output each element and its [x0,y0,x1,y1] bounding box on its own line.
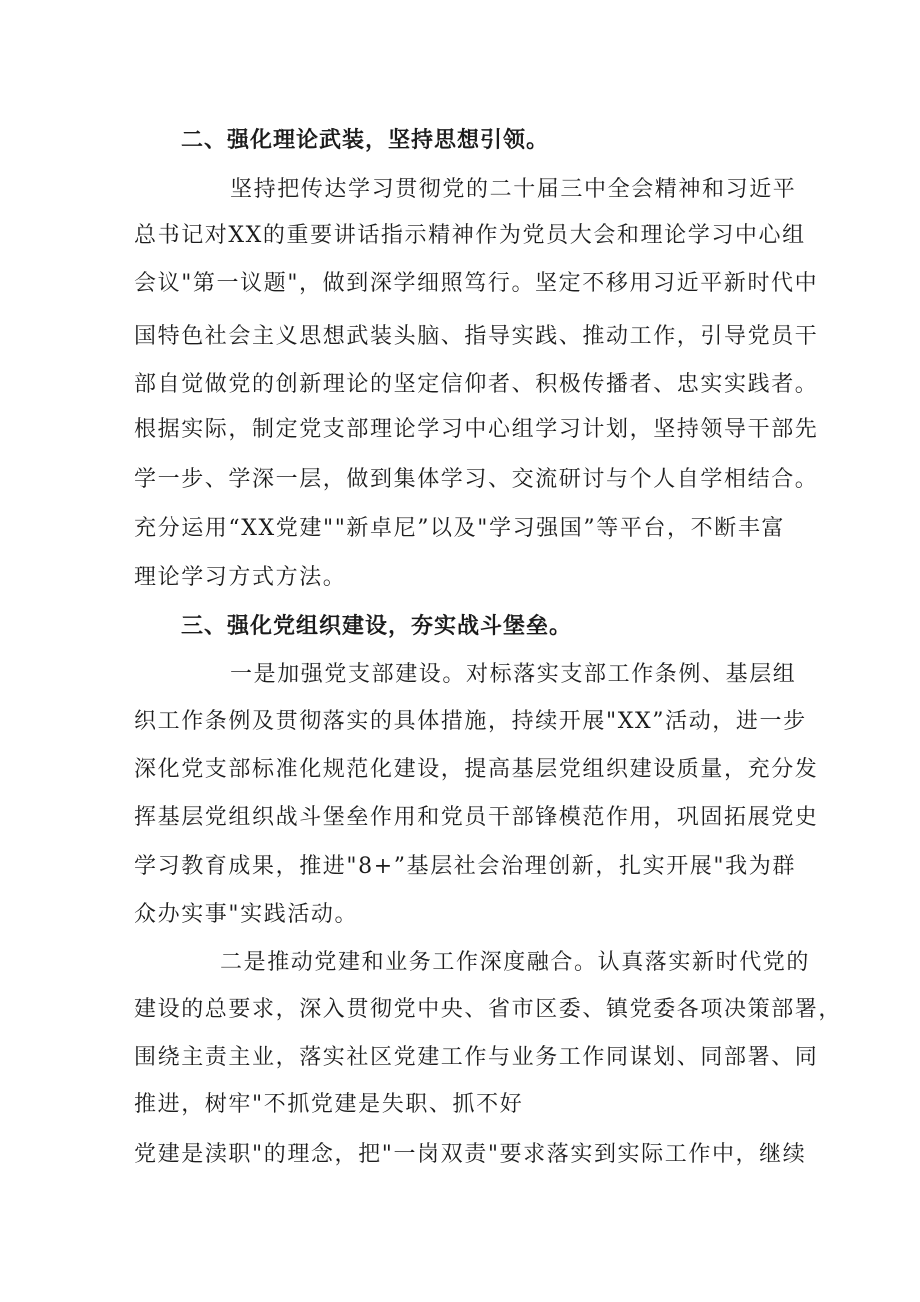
paragraph-line: 会议"第一议题"，做到深学细照笃行。坚定不移用习近平新时代中 [134,271,819,296]
paragraph-line: 众办实事"实践活动。 [134,902,359,927]
paragraph-line: 理论学习方式方法。 [134,565,347,590]
paragraph-line: 党建是渎职"的理念，把"一岗双责"要求落实到实际工作中，继续 [134,1142,807,1167]
paragraph-line: 织工作条例及贯彻落实的具体措施，持续开展"XX”活动，进一步 [134,709,807,734]
section-heading-2: 二、强化理论武装，坚持思想引领。 [181,128,550,153]
paragraph-line: 一是加强党支部建设。对标落实支部工作条例、基层组 [230,662,797,687]
paragraph-line: 围绕主责主业，落实社区党建工作与业务工作同谋划、同部署、同 [134,1045,819,1070]
paragraph-line: 国特色社会主义思想武装头脑、指导实践、推动工作，引导党员干 [134,324,819,349]
paragraph-line: 部自觉做党的创新理论的坚定信仰者、积极传播者、忠实实践者。 [134,372,819,397]
section-heading-3: 三、强化党组织建设，夯实战斗堡垒。 [181,614,573,639]
paragraph-line: 根据实际，制定党支部理论学习中心组学习计划，坚持领导干部先 [134,417,819,442]
paragraph-line: 建设的总要求，深入贯彻党中央、省市区委、镇党委各项决策部署， [134,997,843,1022]
paragraph-line: 推进，树牢"不抓党建是失职、抓不好 [134,1092,524,1117]
paragraph-line: 学一步、学深一层，做到集体学习、交流研讨与个人自学相结合。 [134,467,819,492]
paragraph-line: 坚持把传达学习贯彻党的二十届三中全会精神和习近平 [230,177,797,202]
paragraph-line: 挥基层党组织战斗堡垒作用和党员干部锋模范作用，巩固拓展党史 [134,805,819,830]
paragraph-line: 二是推动党建和业务工作深度融合。认真落实新时代党的 [220,950,811,975]
paragraph-line: 深化党支部标准化规范化建设，提高基层党组织建设质量，充分发 [134,757,819,782]
paragraph-line: 学习教育成果，推进"8+”基层社会治理创新，扎实开展"我为群 [134,854,796,879]
paragraph-line: 总书记对XX的重要讲话指示精神作为党员大会和理论学习中心组 [134,223,806,248]
paragraph-line: 充分运用“XX党建""新卓尼”以及"学习强国”等平台，不断丰富 [134,516,786,541]
